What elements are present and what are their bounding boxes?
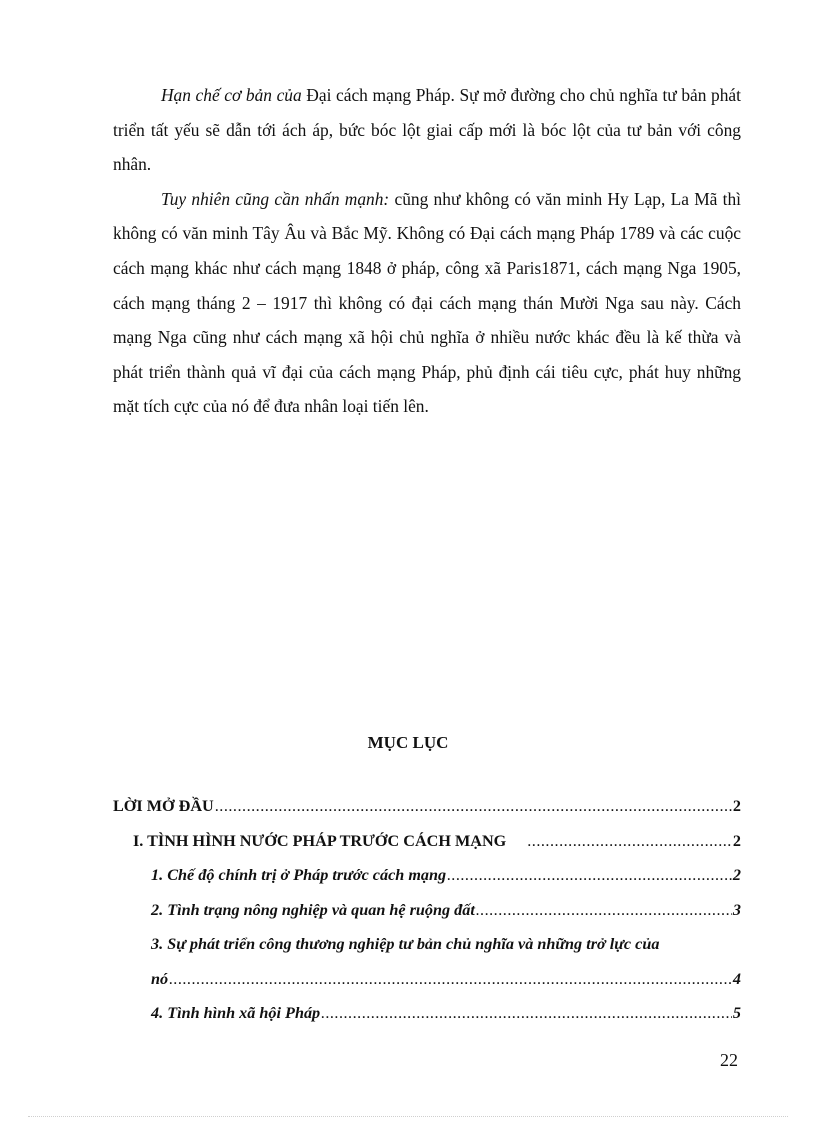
paragraph-2 (113, 182, 741, 424)
toc-leader (169, 970, 732, 989)
toc-entry-subsection-4[interactable] (113, 1004, 741, 1039)
page-number: 22 (720, 1050, 738, 1070)
toc-entry-subsection-2[interactable] (113, 901, 741, 936)
toc-entry-label: LỜI MỞ ĐẦU (113, 797, 214, 815)
paragraph-1-lead: Hạn chế cơ bản của (161, 85, 302, 105)
toc-leader (215, 797, 732, 816)
page-bottom-divider (28, 1116, 788, 1117)
toc-entry-label: I. TÌNH HÌNH NƯỚC PHÁP TRƯỚC CÁCH MẠNG (133, 831, 507, 850)
toc-page-number: 5 (732, 1004, 741, 1022)
body-text (113, 78, 741, 424)
toc-title: MỤC LỤC (367, 733, 449, 752)
paragraph-1 (113, 78, 741, 182)
toc-leader (447, 866, 732, 885)
toc-entry-subsection-3-continued[interactable] (113, 970, 741, 1005)
table-of-contents (113, 797, 741, 1039)
toc-page-number: 2 (732, 797, 741, 815)
toc-entry-section-1[interactable] (113, 832, 741, 867)
toc-entry-subsection-1[interactable] (113, 866, 741, 901)
toc-leader (321, 1004, 732, 1023)
toc-entry-subsection-3[interactable] (113, 935, 741, 970)
toc-page-number: 2 (732, 831, 741, 850)
toc-entry-label: 2. Tình trạng nông nghiệp và quan hệ ruộng đất (151, 900, 475, 919)
paragraph-1-text: Đại cách mạng Pháp. Sự mở đường cho chủ nghĩa tư bản phát triển tất yếu sẽ dẫn tới ách áp, bức bóc lột giai cấp mới là bóc lột của tư bản với công nhân. (113, 85, 741, 175)
toc-entry-label: 3. Sự phát triển công thương nghiệp tư bản chủ nghĩa và những trở lực của (151, 935, 660, 953)
toc-entry-label-continued: nó (151, 969, 169, 988)
paragraph-2-text: cũng như không có văn minh Hy Lạp, La Mã thì không có văn minh Tây Âu và Bắc Mỹ. Không có Đại cách mạng Pháp 1789 và các cuộc cách mạng khác như cách mạng 1848 ở pháp, công xã Paris1871, cách mạng Nga 1905, cách mạng tháng 2 – 1917 thì không có đại cách mạng thán Mười Nga sau này. Cách mạng Nga cũng như cách mạng xã hội chủ nghĩa ở nhiều nước khác đều là kế thừa và phát triển thành quả vĩ đại của cách mạng Pháp, phủ định cái tiêu cực, phát huy những mặt tích cực của nó để đưa nhân loại tiến lên. (113, 188, 741, 417)
toc-entry-label: 1. Chế độ chính trị ở Pháp trước cách mạng (151, 866, 447, 884)
toc-page-number: 4 (732, 969, 741, 988)
paragraph-2-lead: Tuy nhiên cũng cần nhấn mạnh: (161, 188, 390, 209)
toc-leader (476, 901, 732, 920)
toc-entry-label: 4. Tình hình xã hội Pháp (151, 1004, 321, 1022)
toc-page-number: 3 (732, 900, 741, 919)
toc-leader (527, 832, 732, 851)
toc-page-number: 2 (732, 866, 741, 884)
toc-entry-intro[interactable] (113, 797, 741, 832)
